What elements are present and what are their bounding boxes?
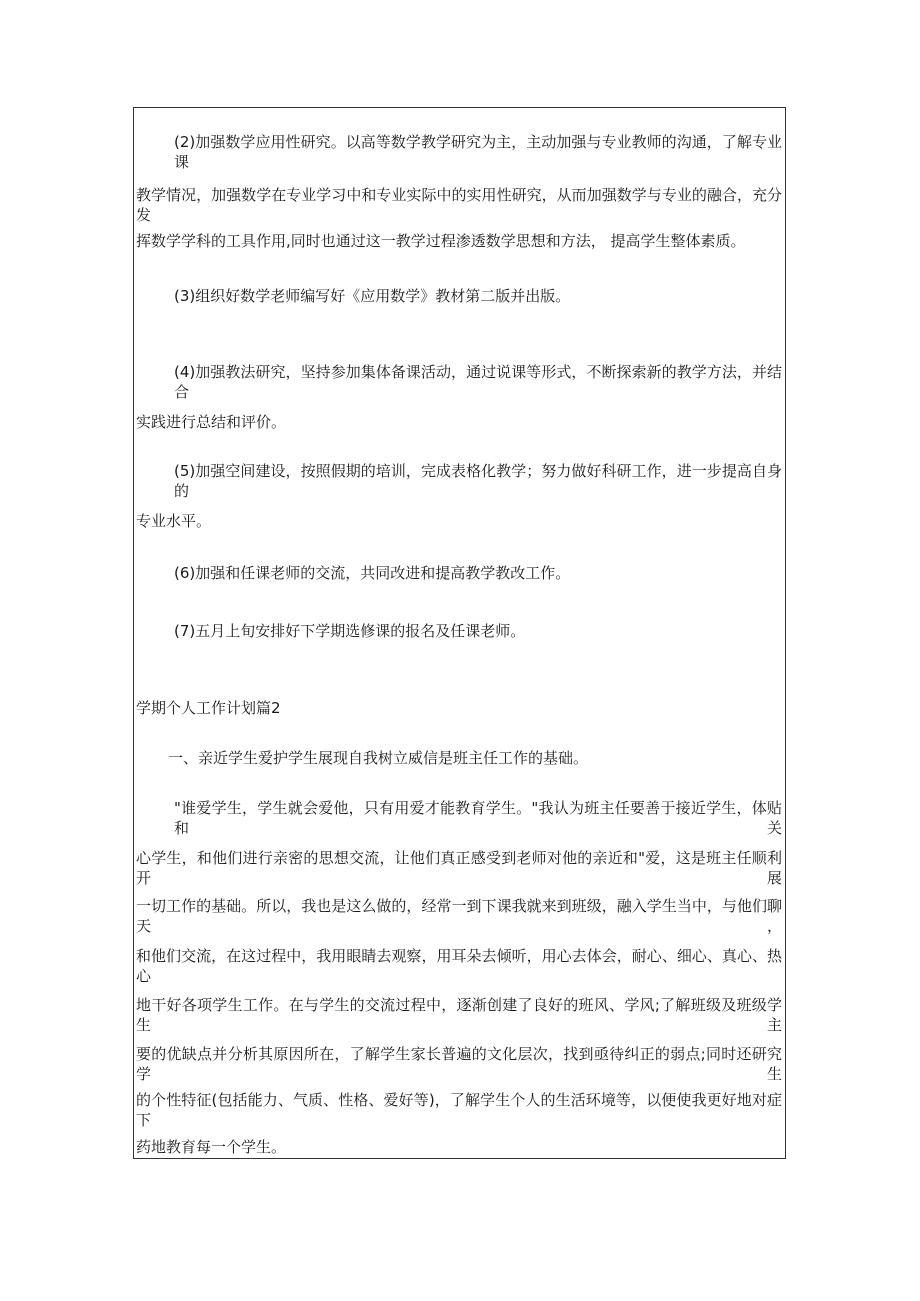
paragraph-line: 要的优缺点并分析其原因所在，了解学生家长普遍的文化层次，找到亟待纠正的弱点;同时还研究学生	[136, 1045, 782, 1083]
paragraph-line: 实践进行总结和评价。	[136, 413, 287, 431]
paragraph-line: (5)加强空间建设，按照假期的培训，完成表格化教学；努力做好科研工作，进一步提高自身的	[174, 462, 782, 500]
paragraph-line: "谁爱学生，学生就会爱他，只有用爱才能教育学生。"我认为班主任要善于接近学生，体贴和关	[174, 799, 782, 837]
paragraph-line: (7)五月上旬安排好下学期选修课的报名及任课老师。	[174, 622, 526, 640]
paragraph-line: 心学生，和他们进行亲密的思想交流，让他们真正感受到老师对他的亲近和"爱，这是班主任顺利开展	[136, 849, 782, 887]
paragraph-line: 和他们交流，在这过程中，我用眼睛去观察，用耳朵去倾听，用心去体会，耐心、细心、真心、热心	[136, 947, 782, 985]
paragraph-line: 挥数学学科的工具作用,同时也通过这一教学过程渗透数学思想和方法， 提高学生整体素质。	[136, 232, 746, 250]
paragraph-line: (6)加强和任课老师的交流，共同改进和提高教学教改工作。	[174, 564, 571, 582]
paragraph-line: 的个性特征(包括能力、气质、性格、爱好等)，了解学生个人的生活环境等，以便使我更好地对症下	[136, 1091, 782, 1129]
paragraph-line: 专业水平。	[136, 512, 212, 530]
paragraph-line: 药地教育每一个学生。	[136, 1138, 287, 1156]
paragraph-line: (4)加强教法研究，坚持参加集体备课活动，通过说课等形式，不断探索新的教学方法，并结合	[174, 363, 782, 401]
paragraph-line: (2)加强数学应用性研究。以高等数学教学研究为主，主动加强与专业教师的沟通，了解专业课	[174, 133, 782, 171]
paragraph-line: 一、亲近学生爱护学生展现自我树立威信是班主任工作的基础。	[168, 749, 589, 767]
paragraph-line: (3)组织好数学老师编写好《应用数学》教材第二版并出版。	[174, 287, 571, 305]
paragraph-line: 教学情况，加强数学在专业学习中和专业实际中的实用性研究，从而加强数学与专业的融合，充分发	[136, 186, 782, 224]
paragraph-line: 地干好各项学生工作。在与学生的交流过程中，逐渐创建了良好的班风、学风;了解班级及班级学生主	[136, 996, 782, 1034]
section-heading: 学期个人工作计划篇2	[136, 699, 281, 717]
paragraph-line: 一切工作的基础。所以，我也是这么做的，经常一到下课我就来到班级，融入学生当中，与他们聊天，	[136, 897, 782, 935]
